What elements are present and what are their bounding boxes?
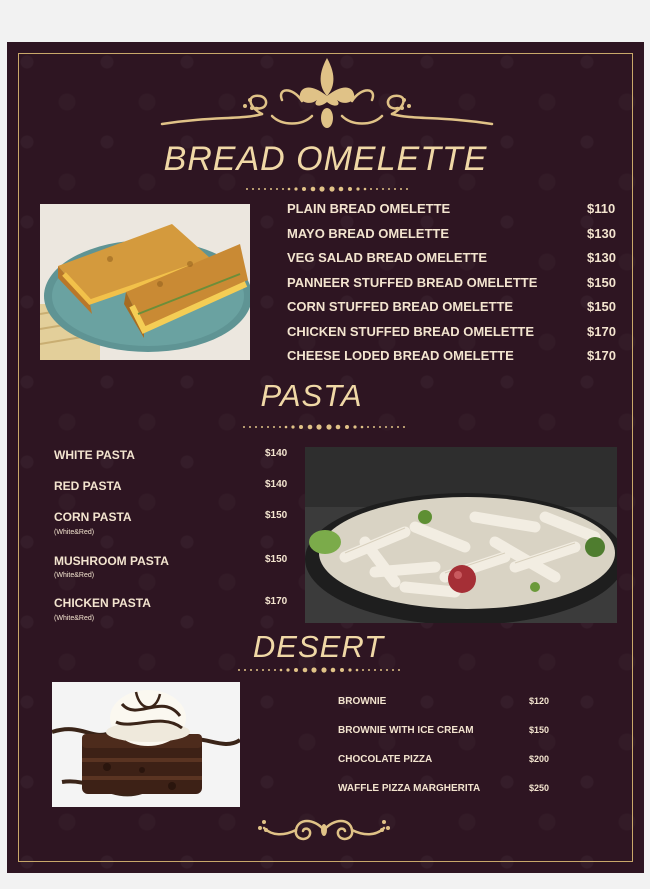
menu-item-price: $150 (529, 725, 550, 735)
brownie-photo (52, 682, 240, 807)
menu-item-price: $150 (265, 510, 288, 521)
menu-item-price: $170 (587, 348, 616, 363)
section-title-desert: DESERT (252, 629, 385, 664)
menu-item-note: (White&Red) (54, 572, 95, 579)
section-title-bread-omelette: BREAD OMELETTE (163, 140, 488, 178)
menu-item-price: $140 (265, 448, 288, 459)
menu-item-price: $250 (529, 783, 550, 793)
scroll-ornament-icon (254, 812, 394, 848)
menu-item-price: $150 (265, 554, 288, 565)
menu-item-name: WAFFLE PIZZA MARGHERITA (338, 783, 481, 794)
menu-item-price: $150 (587, 275, 616, 290)
bread-omelette-photo (40, 204, 250, 360)
menu-item-name: BROWNIE WITH ICE CREAM (338, 725, 474, 736)
menu-item-name: RED PASTA (54, 479, 122, 493)
dotted-divider (234, 666, 404, 674)
dotted-divider (239, 423, 409, 431)
menu-item-name: MUSHROOM PASTA (54, 554, 169, 568)
menu-item-name: CORN PASTA (54, 510, 132, 524)
menu-item-price: $150 (587, 299, 616, 314)
fleur-de-lis-ornament-icon (152, 56, 502, 136)
menu-item-name: BROWNIE (338, 696, 387, 707)
menu-item-name: WHITE PASTA (54, 448, 135, 462)
menu-item-name: PLAIN BREAD OMELETTE (287, 201, 451, 216)
menu-item-name: CHICKEN PASTA (54, 596, 151, 610)
section-title-pasta: PASTA (260, 378, 363, 413)
menu-item-name: CHEESE LODED BREAD OMELETTE (287, 348, 514, 363)
menu-item-name: CORN STUFFED BREAD OMELETTE (287, 299, 514, 314)
menu-item-price: $120 (529, 696, 550, 706)
menu-item-note: (White&Red) (54, 615, 95, 622)
menu-item-price: $130 (587, 250, 616, 265)
menu-item-name: CHICKEN STUFFED BREAD OMELETTE (287, 324, 534, 339)
menu-item-name: CHOCOLATE PIZZA (338, 754, 433, 765)
menu-item-price: $170 (587, 324, 616, 339)
menu-item-price: $110 (587, 201, 616, 216)
menu-item-price: $170 (265, 596, 288, 607)
dotted-divider (242, 185, 412, 193)
menu-item-name: MAYO BREAD OMELETTE (287, 226, 450, 241)
menu-item-name: PANNEER STUFFED BREAD OMELETTE (287, 275, 538, 290)
pasta-photo (305, 447, 617, 623)
menu-item-price: $140 (265, 479, 288, 490)
menu-item-name: VEG SALAD BREAD OMELETTE (287, 250, 488, 265)
menu-item-note: (White&Red) (54, 529, 95, 536)
menu-item-price: $200 (529, 754, 550, 764)
menu-board (7, 42, 644, 873)
menu-item-price: $130 (587, 226, 616, 241)
